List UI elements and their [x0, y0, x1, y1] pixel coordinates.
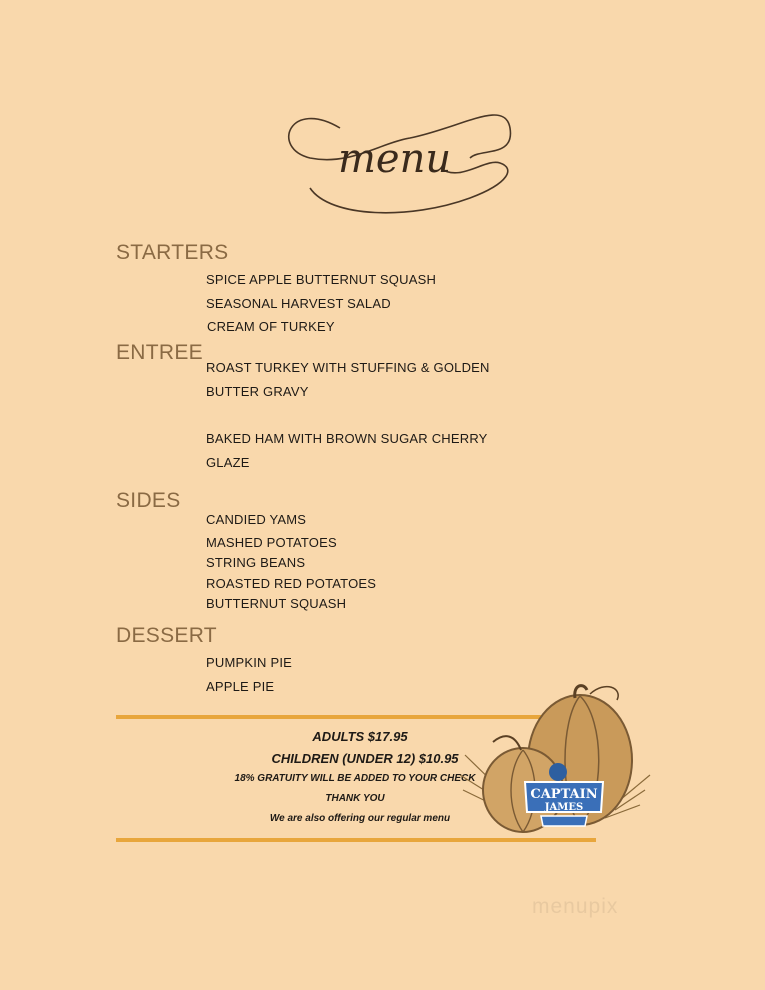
menu-item: STRING BEANS: [206, 555, 306, 570]
regular-menu-note: We are also offering our regular menu: [269, 813, 451, 824]
menu-item: GLAZE: [206, 455, 250, 470]
gratuity-note: 18% GRATUITY WILL BE ADDED TO YOUR CHECK: [234, 773, 476, 784]
thank-you: THANK YOU: [325, 793, 385, 804]
logo-line-1: CAPTAIN: [530, 787, 598, 802]
menu-item: SEASONAL HARVEST SALAD: [206, 296, 391, 311]
menu-item: BUTTERNUT SQUASH: [206, 596, 347, 611]
menu-item: CANDIED YAMS: [206, 512, 307, 527]
menu-item: BUTTER GRAVY: [206, 384, 309, 399]
menu-item: ROASTED RED POTATOES: [206, 576, 377, 591]
section-heading-starters: STARTERS: [116, 241, 229, 264]
menu-item: BAKED HAM WITH BROWN SUGAR CHERRY: [206, 431, 488, 446]
menu-item: APPLE PIE: [206, 679, 275, 694]
menu-item: MASHED POTATOES: [206, 535, 337, 550]
watermark: menupix: [532, 895, 619, 918]
menu-item: PUMPKIN PIE: [206, 655, 292, 670]
menu-title-script: [270, 88, 520, 228]
section-heading-entree: ENTREE: [116, 341, 203, 364]
menu-item: ROAST TURKEY WITH STUFFING & GOLDEN: [206, 360, 490, 375]
section-heading-sides: SIDES: [116, 489, 181, 512]
menu-item: CREAM OF TURKEY: [207, 319, 335, 334]
menu-title: menu: [338, 136, 452, 182]
pumpkin-logo-illustration: [455, 680, 660, 840]
logo-line-2: JAMES: [544, 802, 584, 813]
price-children: CHILDREN (UNDER 12) $10.95: [271, 751, 459, 766]
section-heading-dessert: DESSERT: [116, 624, 217, 647]
menu-item: SPICE APPLE BUTTERNUT SQUASH: [206, 272, 437, 287]
price-adults: ADULTS $17.95: [312, 729, 408, 744]
